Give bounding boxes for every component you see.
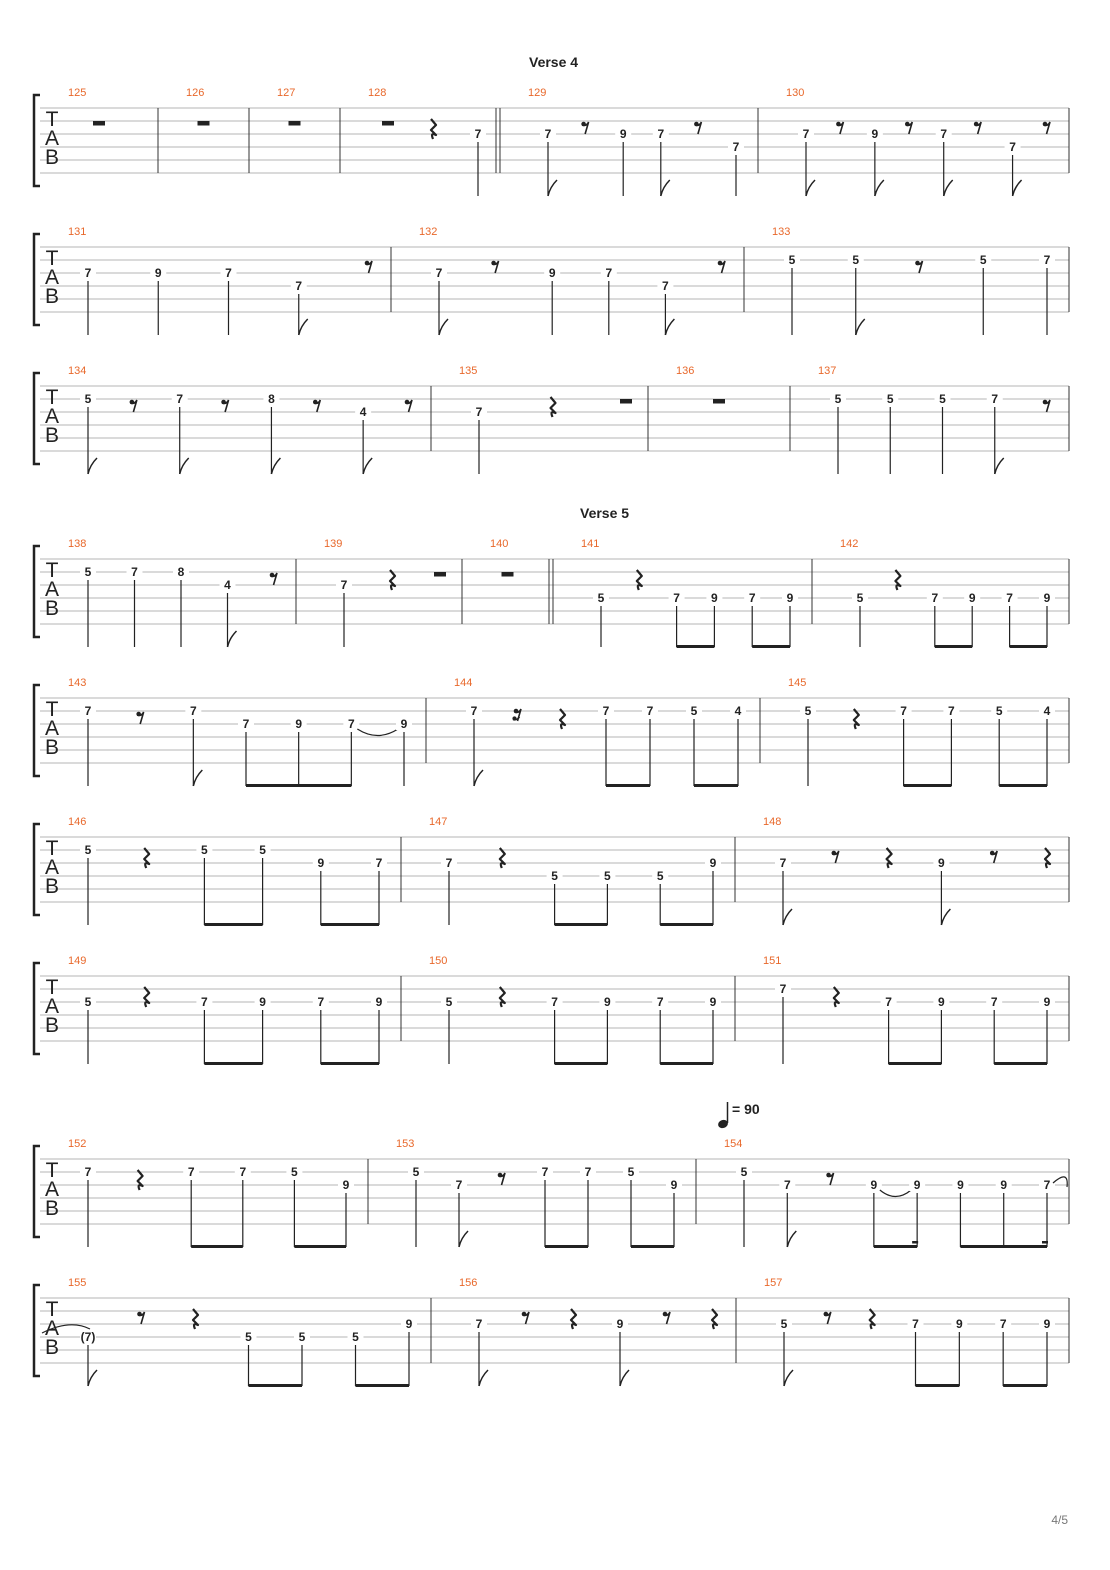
fret-number: 9	[1043, 591, 1051, 605]
fret-number: 9	[968, 591, 976, 605]
note-beam	[904, 784, 952, 787]
fret-number: 5	[788, 253, 796, 267]
fret-number: 7	[948, 704, 955, 718]
tab-clef-letter: A	[44, 1317, 60, 1340]
fret-number: 7	[317, 995, 325, 1009]
fret-number: 5	[84, 995, 92, 1009]
fret-number: 9	[709, 856, 717, 870]
measure-number: 126	[186, 87, 205, 99]
tab-clef-letter: B	[44, 875, 60, 898]
fret-number: 7	[187, 1165, 195, 1179]
fret-number: 7	[445, 856, 453, 870]
measure-number: 151	[763, 955, 782, 967]
measure-number: 157	[764, 1277, 783, 1289]
tab-clef-letter: A	[44, 578, 60, 601]
measure-number: 139	[324, 538, 343, 550]
measure-number: 141	[581, 538, 600, 550]
tab-system	[34, 1277, 1069, 1387]
half-rest	[289, 121, 301, 126]
section-title-verse-4: Verse 4	[529, 54, 579, 70]
fret-number: 7	[656, 995, 664, 1009]
note-beam	[752, 645, 790, 648]
note-flag	[299, 319, 308, 335]
note-flag	[875, 180, 884, 196]
fret-number: 5	[412, 1165, 420, 1179]
fret-number: 9	[604, 995, 611, 1009]
fret-number: 9	[375, 995, 383, 1009]
note-beam	[916, 1384, 960, 1387]
fret-number: 9	[870, 1178, 878, 1192]
note-beam	[1010, 645, 1047, 648]
fret-number: 7	[779, 982, 787, 996]
measure-number: 130	[786, 87, 805, 99]
note-beam	[555, 923, 608, 926]
tab-system	[34, 87, 1069, 196]
measure-number: 136	[676, 365, 695, 377]
tab-clef-letter: T	[45, 698, 59, 721]
half-rest	[198, 121, 210, 126]
measure-number: 154	[724, 1138, 743, 1150]
quarter-rest	[870, 1309, 875, 1329]
measure-number: 128	[368, 87, 387, 99]
tab-clef-letter: B	[44, 424, 60, 447]
tab-system	[34, 955, 1069, 1065]
system-bracket	[34, 1146, 40, 1237]
note-flag	[479, 1370, 488, 1386]
note-beam	[321, 1062, 379, 1065]
note-beam	[204, 923, 262, 926]
quarter-rest	[500, 987, 505, 1007]
fret-number: 9	[616, 1317, 624, 1331]
note-beam	[660, 923, 713, 926]
measure-number: 125	[68, 87, 87, 99]
fret-number: 9	[938, 856, 945, 870]
measure-number: 140	[490, 538, 509, 550]
measure-number: 147	[429, 816, 448, 828]
tab-clef-letter: B	[44, 285, 60, 308]
fret-number: 9	[259, 995, 266, 1009]
tab-clef-letter: T	[45, 837, 59, 860]
note-beam	[660, 1062, 713, 1065]
section-title-verse-5: Verse 5	[580, 505, 630, 521]
note-beam	[960, 1245, 1047, 1248]
fret-number: 7	[1043, 253, 1051, 267]
note-beam	[191, 1245, 243, 1248]
tab-clef-letter: B	[44, 597, 60, 620]
tie-arc	[880, 1190, 911, 1197]
fret-number: 5	[804, 704, 812, 718]
quarter-rest	[854, 709, 859, 729]
note-flag	[941, 909, 950, 925]
tab-clef-letter: A	[44, 1178, 60, 1201]
fret-number: 9	[548, 266, 556, 280]
fret-number: 7	[673, 591, 680, 605]
quarter-rest	[560, 709, 565, 729]
quarter-rest	[712, 1309, 717, 1329]
tab-clef-letter: A	[44, 127, 60, 150]
measure-number: 138	[68, 538, 87, 550]
fret-number: 7	[605, 266, 613, 280]
sixteenth-beam-stub	[1042, 1241, 1048, 1244]
fret-number: 5	[780, 1317, 788, 1331]
note-beam	[321, 923, 379, 926]
fret-number: 9	[405, 1317, 413, 1331]
measure-number: 135	[459, 365, 478, 377]
fret-number: 7	[779, 856, 787, 870]
fret-number: 9	[955, 1317, 963, 1331]
fret-number: 7	[340, 578, 348, 592]
half-rest	[93, 121, 105, 126]
tie-arc	[357, 729, 398, 736]
note-beam	[204, 1062, 262, 1065]
fret-number: 7	[646, 704, 654, 718]
fret-number: 9	[913, 1178, 921, 1192]
note-flag	[548, 180, 557, 196]
fret-number: 7	[176, 392, 184, 406]
fret-number: 5	[84, 843, 92, 857]
fret-number: 7	[435, 266, 443, 280]
fret-number: 5	[445, 995, 453, 1009]
tab-system	[34, 226, 1069, 335]
tab-clef-letter: T	[45, 976, 59, 999]
note-flag	[661, 180, 670, 196]
note-beam	[555, 1062, 608, 1065]
fret-number: 9	[957, 1178, 964, 1192]
fret-number: 7	[474, 127, 482, 141]
fret-number: 7	[990, 995, 998, 1009]
fret-number: 5	[352, 1330, 359, 1344]
fret-number: 9	[1000, 1178, 1008, 1192]
note-beam	[246, 784, 351, 787]
tab-clef-letter: B	[44, 1336, 60, 1359]
half-rest	[713, 399, 725, 404]
half-rest	[434, 572, 446, 577]
system-bracket	[34, 546, 40, 637]
fret-number: 9	[295, 717, 303, 731]
fret-number: 7	[470, 704, 478, 718]
note-beam	[994, 1062, 1047, 1065]
measure-number: 142	[840, 538, 859, 550]
measure-number: 132	[419, 226, 438, 238]
fret-number: 7	[999, 1317, 1007, 1331]
fret-number: 4	[224, 578, 231, 592]
fret-number: 7	[295, 279, 303, 293]
note-beam	[677, 645, 715, 648]
fret-number: 5	[597, 591, 605, 605]
fret-number: 5	[298, 1330, 306, 1344]
fret-number: 5	[656, 869, 664, 883]
fret-number: 8	[177, 565, 185, 579]
fret-number: 9	[670, 1178, 678, 1192]
tab-clef-letter: A	[44, 856, 60, 879]
fret-number: 4	[359, 405, 367, 419]
note-beam	[631, 1245, 674, 1248]
note-flag	[474, 770, 483, 786]
fret-number: 9	[154, 266, 162, 280]
tab-system	[34, 1138, 1069, 1248]
fret-number: 7	[131, 565, 138, 579]
note-beam	[935, 645, 972, 648]
tab-clef-letter: T	[45, 108, 59, 131]
fret-number: 7	[991, 392, 999, 406]
fret-number: 5	[84, 392, 92, 406]
quarter-rest	[895, 570, 900, 590]
system-bracket	[34, 95, 40, 186]
tab-system	[34, 365, 1069, 474]
quarter-rest	[431, 119, 436, 139]
note-beam	[356, 1384, 410, 1387]
quarter-rest	[144, 987, 149, 1007]
note-flag	[784, 1370, 793, 1386]
fret-number: 7	[940, 127, 948, 141]
fret-number: 7	[1043, 1178, 1051, 1192]
tab-clef-letter: A	[44, 405, 60, 428]
measure-number: 127	[277, 87, 296, 99]
measure-number: 131	[68, 226, 87, 238]
tab-system	[34, 538, 1069, 648]
fret-number: 5	[627, 1165, 635, 1179]
fret-number: 7	[885, 995, 892, 1009]
note-beam	[606, 784, 650, 787]
fret-number: 7	[475, 1317, 483, 1331]
sixteenth-beam-stub	[912, 1241, 918, 1244]
note-flag	[856, 319, 865, 335]
fret-number: 7	[242, 717, 250, 731]
measure-number: 152	[68, 1138, 87, 1150]
quarter-rest	[571, 1309, 576, 1329]
fret-number: 5	[852, 253, 860, 267]
note-flag	[1013, 180, 1022, 196]
note-flag	[88, 1370, 97, 1386]
system-bracket	[34, 685, 40, 776]
fret-number: 5	[291, 1165, 298, 1179]
tab-clef-letter: B	[44, 146, 60, 169]
fret-number: 7	[1006, 591, 1013, 605]
note-flag	[665, 319, 674, 335]
tab-clef-letter: T	[45, 1298, 59, 1321]
fret-number: 4	[734, 704, 742, 718]
measure-number: 146	[68, 816, 87, 828]
note-flag	[995, 458, 1004, 474]
fret-number: 7	[347, 717, 355, 731]
note-flag	[228, 631, 237, 647]
fret-number: 7	[732, 140, 740, 154]
measure-number: 137	[818, 365, 837, 377]
fret-number: 5	[995, 704, 1003, 718]
half-rest	[382, 121, 394, 126]
note-flag	[363, 458, 372, 474]
fret-number: 7	[783, 1178, 791, 1192]
fret-number: 7	[544, 127, 552, 141]
fret-number: 7	[201, 995, 208, 1009]
tab-clef-letter: A	[44, 717, 60, 740]
fret-number: 5	[604, 869, 611, 883]
tab-clef-letter: B	[44, 1197, 60, 1220]
fret-number: 7	[931, 591, 939, 605]
fret-number: 7	[912, 1317, 919, 1331]
note-flag	[459, 1231, 468, 1247]
fret-number: 7	[375, 856, 383, 870]
fret-number: 7	[900, 704, 907, 718]
note-flag	[944, 180, 953, 196]
note-beam	[694, 784, 738, 787]
note-flag	[88, 458, 97, 474]
quarter-rest	[138, 1170, 143, 1190]
fret-number: 9	[938, 995, 945, 1009]
fret-number: 5	[856, 591, 864, 605]
measure-number: 150	[429, 955, 448, 967]
quarter-rest	[887, 848, 892, 868]
measure-number: 133	[772, 226, 791, 238]
note-flag	[439, 319, 448, 335]
note-beam	[1003, 1384, 1047, 1387]
note-beam	[874, 1245, 917, 1248]
fret-number: 5	[84, 565, 92, 579]
fret-number: 5	[939, 392, 946, 406]
half-rest	[620, 399, 632, 404]
fret-number: 7	[551, 995, 558, 1009]
fret-number: 9	[1043, 995, 1051, 1009]
fret-number: 5	[740, 1165, 748, 1179]
tempo-value: = 90	[732, 1101, 760, 1117]
quarter-rest	[193, 1309, 198, 1329]
fret-number: 9	[871, 127, 879, 141]
fret-number: 7	[1009, 140, 1016, 154]
fret-number: 7	[748, 591, 756, 605]
fret-number: 7	[225, 266, 232, 280]
measure-number: 134	[68, 365, 87, 377]
note-beam	[294, 1245, 346, 1248]
fret-number: 7	[662, 279, 669, 293]
quarter-rest	[834, 987, 839, 1007]
system-bracket	[34, 234, 40, 325]
fret-number: 8	[268, 392, 275, 406]
system-bracket	[34, 1285, 40, 1376]
note-beam	[889, 1062, 942, 1065]
note-flag	[806, 180, 815, 196]
note-flag	[271, 458, 280, 474]
measure-number: 145	[788, 677, 807, 689]
note-beam	[999, 784, 1047, 787]
fret-number: 7	[475, 405, 483, 419]
fret-number: 9	[400, 717, 408, 731]
quarter-rest	[1045, 848, 1050, 868]
tab-clef-letter: B	[44, 736, 60, 759]
fret-number: 7	[602, 704, 610, 718]
fret-number: 7	[84, 266, 92, 280]
fret-number: 5	[979, 253, 987, 267]
fret-number: 5	[834, 392, 842, 406]
fret-number: 7	[541, 1165, 549, 1179]
fret-number: 9	[711, 591, 718, 605]
note-beam	[545, 1245, 588, 1248]
page-number: 4/5	[1051, 1513, 1068, 1527]
fret-number: 5	[245, 1330, 252, 1344]
fret-number: 9	[1043, 1317, 1051, 1331]
note-flag	[180, 458, 189, 474]
fret-number: 9	[786, 591, 794, 605]
fret-number: 7	[657, 127, 665, 141]
fret-number: 5	[886, 392, 894, 406]
fret-number: 5	[551, 869, 558, 883]
tab-clef-letter: T	[45, 1159, 59, 1182]
tab-system	[34, 816, 1069, 926]
fret-number: 9	[619, 127, 627, 141]
quarter-rest	[144, 848, 149, 868]
fret-number: 7	[84, 1165, 92, 1179]
system-bracket	[34, 963, 40, 1054]
measure-number: 153	[396, 1138, 415, 1150]
measure-number: 143	[68, 677, 87, 689]
half-rest	[502, 572, 514, 577]
fret-number: 5	[259, 843, 266, 857]
fret-number: 4	[1043, 704, 1051, 718]
tab-clef-letter: T	[45, 247, 59, 270]
note-flag	[193, 770, 202, 786]
fret-number: 7	[84, 704, 92, 718]
tab-clef-letter: T	[45, 386, 59, 409]
measure-number: 155	[68, 1277, 87, 1289]
quarter-rest	[551, 397, 556, 417]
fret-number: 5	[201, 843, 208, 857]
fret-number: 9	[317, 856, 325, 870]
fret-number: 7	[584, 1165, 592, 1179]
quarter-rest	[390, 570, 395, 590]
measure-number: 149	[68, 955, 87, 967]
measure-number: 144	[454, 677, 473, 689]
measure-number: 129	[528, 87, 547, 99]
quarter-rest	[637, 570, 642, 590]
tab-clef-letter: T	[45, 559, 59, 582]
fret-number: (7)	[80, 1330, 96, 1344]
tab-system	[34, 677, 1069, 787]
tab-clef-letter: A	[44, 266, 60, 289]
fret-number: 7	[239, 1165, 247, 1179]
note-beam	[249, 1384, 303, 1387]
measure-number: 156	[459, 1277, 478, 1289]
fret-number: 7	[802, 127, 810, 141]
system-bracket	[34, 373, 40, 464]
tab-clef-letter: A	[44, 995, 60, 1018]
fret-number: 9	[709, 995, 717, 1009]
note-flag	[783, 909, 792, 925]
tab-clef-letter: B	[44, 1014, 60, 1037]
system-bracket	[34, 824, 40, 915]
fret-number: 9	[342, 1178, 350, 1192]
fret-number: 5	[690, 704, 698, 718]
fret-number: 7	[189, 704, 197, 718]
quarter-rest	[500, 848, 505, 868]
measure-number: 148	[763, 816, 782, 828]
note-flag	[787, 1231, 796, 1247]
note-flag	[620, 1370, 629, 1386]
fret-number: 7	[455, 1178, 463, 1192]
